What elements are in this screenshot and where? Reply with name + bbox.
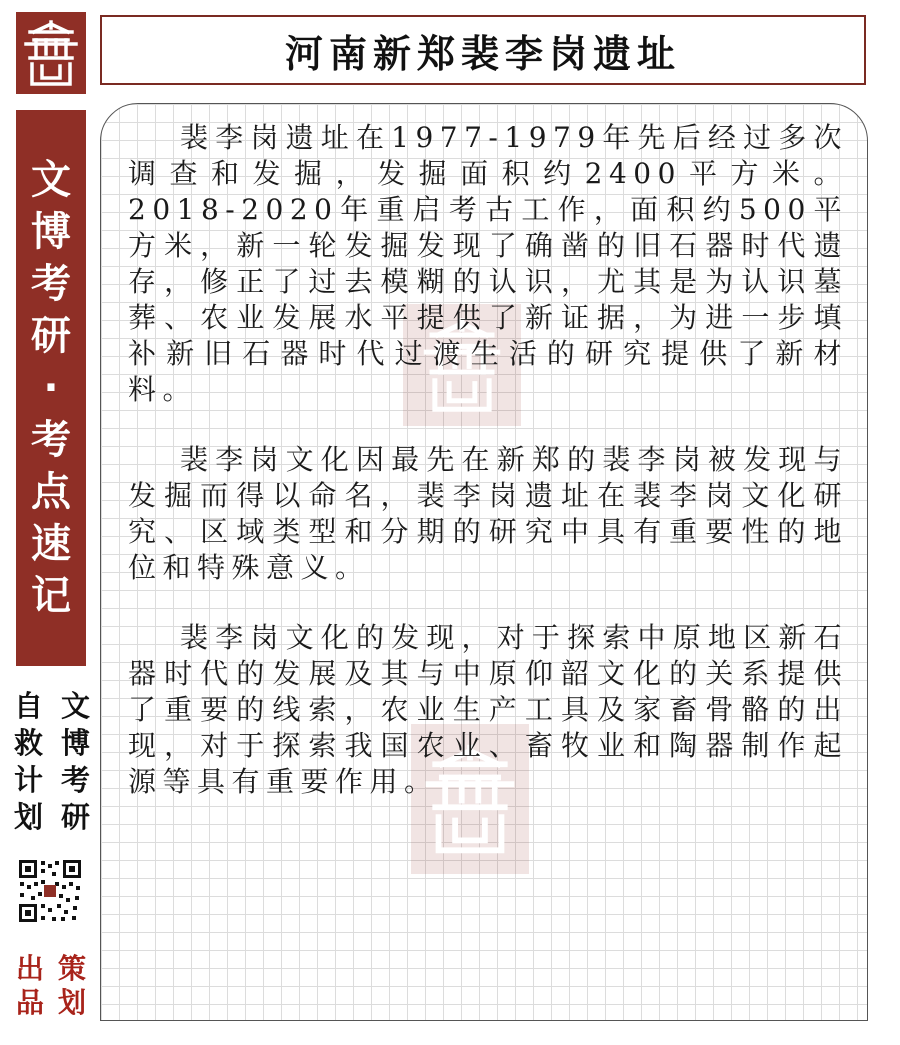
sub-label-char: 计 [14, 763, 44, 797]
pagoda-seal-icon-graphic [22, 18, 80, 88]
banner-char: 点 [31, 469, 71, 515]
pagoda-seal-icon [16, 12, 86, 94]
grid-paper [100, 103, 868, 1021]
article-body [128, 120, 848, 834]
sub-label-char: 救 [14, 726, 44, 760]
banner-char: 考 [31, 417, 71, 463]
banner-char: 记 [31, 573, 71, 619]
sidebar-banner [16, 110, 86, 666]
credit-left-column [16, 952, 44, 1022]
paragraph: 裴李岗遗址在1977-1979年先后经过多次调查和发掘，发掘面积约2400平方米。2018-2020年重启考古工作，面积约500平方米，新一轮发掘发现了确凿的旧石器时代遗存，修正了过去模糊的认识，尤其是为认识墓葬、农业发展水平提供了新证据，为进一步填补新旧石器时代过渡生活的研究提供了新材料。 [128, 121, 848, 406]
credit-label [16, 952, 86, 1022]
sub-label-char: 自 [14, 689, 44, 723]
paragraph: 裴李岗文化的发现，对于探索中原地区新石器时代的发展及其与中原仰韶文化的关系提供了重要的线索，农业生产工具及家畜骨骼的出现，对于探索我国农业、畜牧业和陶器制作起源等具有重要作用。 [128, 621, 848, 798]
banner-char: 考 [31, 261, 71, 307]
banner-char: 文 [31, 157, 71, 203]
credit-char: 划 [57, 986, 86, 1019]
qr-code-icon[interactable] [17, 858, 83, 924]
sidebar-sub-label [14, 688, 90, 838]
sub-label-char: 划 [14, 800, 44, 834]
banner-char: · [43, 365, 59, 411]
credit-char: 出 [16, 952, 45, 985]
credit-char: 品 [16, 986, 45, 1019]
sub-label-left-column [14, 688, 43, 838]
sub-label-char: 博 [60, 726, 90, 760]
sub-label-char: 研 [60, 800, 90, 834]
banner-char: 速 [31, 521, 71, 567]
title-box [100, 15, 866, 85]
paragraph: 裴李岗文化因最先在新郑的裴李岗被发现与发掘而得以命名，裴李岗遗址在裴李岗文化研究、区域类型和分期的研究中具有重要性的地位和特殊意义。 [128, 443, 848, 584]
credit-char: 策 [57, 952, 86, 985]
banner-char: 博 [31, 209, 71, 255]
page-title: 河南新郑裴李岗遗址 [284, 31, 681, 76]
sub-label-char: 考 [60, 763, 90, 797]
qr-code-graphic [17, 858, 83, 924]
sub-label-right-column [61, 688, 90, 838]
credit-right-column [58, 952, 86, 1022]
sub-label-char: 文 [60, 689, 90, 723]
banner-char: 研 [31, 313, 71, 359]
